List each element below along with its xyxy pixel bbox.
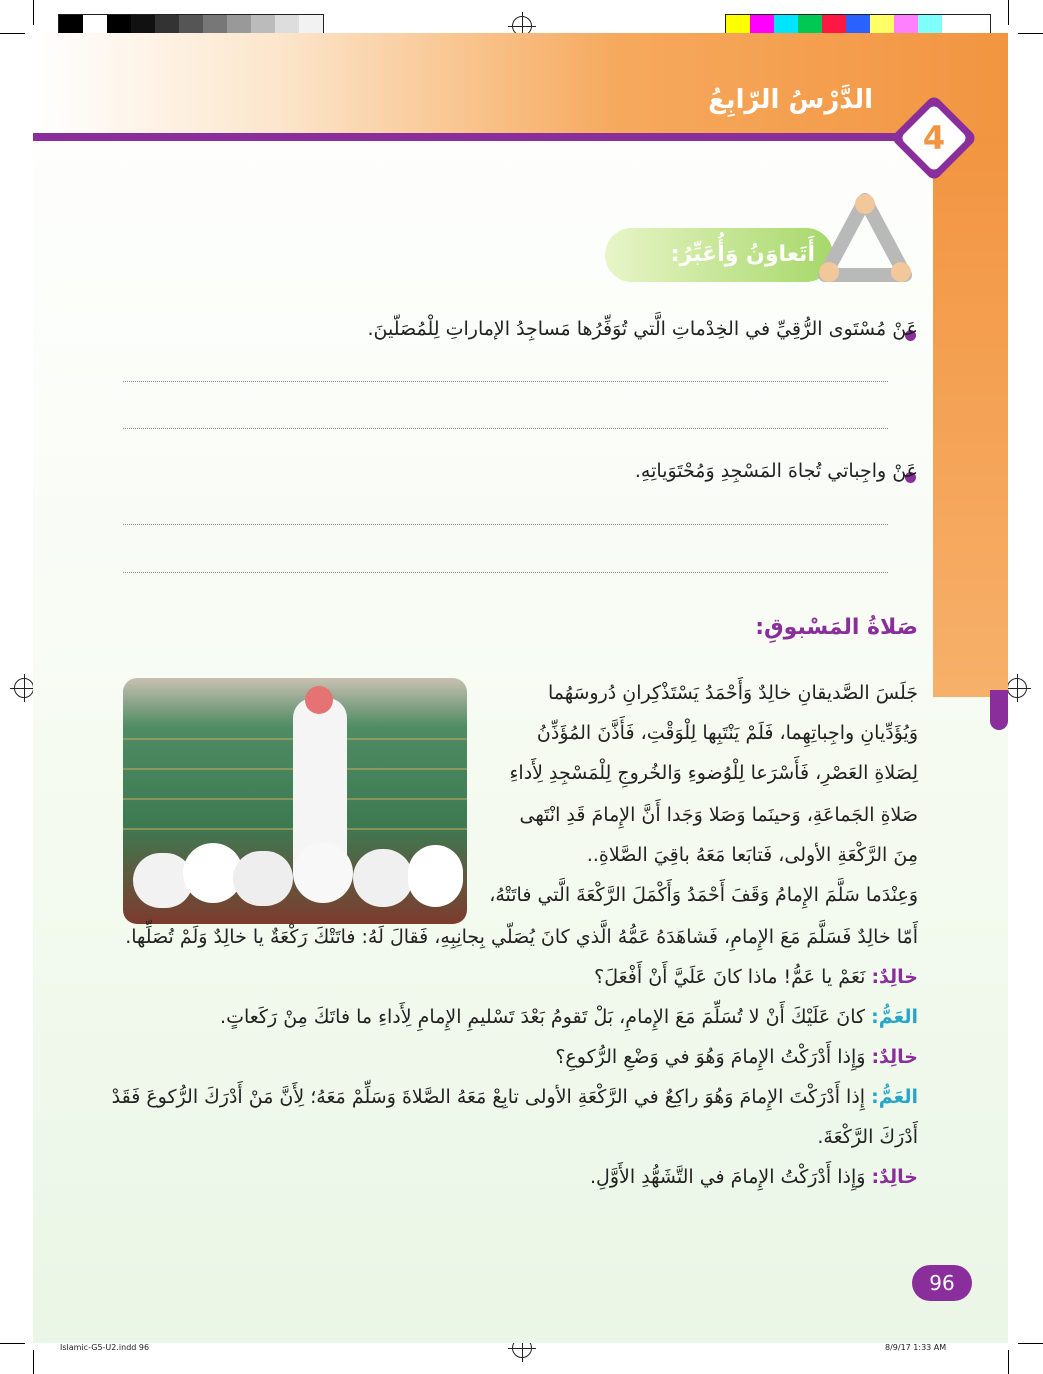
dialogue-text: وَإِذا أَدْرَكْتُ الإِمامَ في التَّشَهُّدِ الأَوَّلِ. [590, 1166, 866, 1188]
crop-mark [33, 1350, 34, 1374]
story-line-6: وَعِنْدَما سَلَّمَ الإِمامُ وَقَفَ أَحْمَدُ وَأَكْمَلَ الرَّكْعَةَ الَّتي فاتَتْهُ، [489, 884, 918, 906]
speaker-uncle: العَمُّ: [871, 1006, 918, 1028]
speaker-khalid: خالِدٌ: [871, 1046, 918, 1068]
dialogue-line-4 [112, 1082, 918, 1112]
story-line-7: أَمّا خالِدٌ فَسَلَّمَ مَعَ الإِمامِ، فَشاهَدَهُ عَمُّهُ الَّذي كانَ يُصَلّي بِجانِبِهِ، فَقالَ لَهُ: فاتَتْكَ رَكْعَةٌ يا خالِدٌ وَلَمْ تُصَلِّها. [125, 926, 918, 948]
dialogue-line-3 [555, 1042, 918, 1072]
dialogue-text: وَإِذا أَدْرَكْتُ الإِمامَ وَهُوَ في وَضْعِ الرُّكوعِ؟ [555, 1046, 866, 1068]
lesson-title: الدَّرْسُ الرّابِعُ [708, 85, 873, 115]
crop-mark [1018, 33, 1043, 34]
answer-line[interactable] [123, 524, 888, 525]
story-line-2: وَيُؤَدِّيانِ واجِباتِهِما، فَلَمْ يَنْتَبِها لِلْوَقْتِ، فَأَذَّنَ المُؤَذِّنُ [536, 722, 918, 744]
speaker-khalid: خالِدٌ: [871, 1166, 918, 1188]
answer-line[interactable] [123, 428, 888, 429]
dialogue-line-1 [594, 962, 918, 992]
lesson-number: 4 [922, 119, 946, 157]
answer-line[interactable] [123, 381, 888, 382]
dialogue-line-4-continuation: أَدْرَكَ الرَّكْعَةَ. [817, 1126, 918, 1148]
crop-mark [0, 33, 25, 34]
story-line-1: جَلَسَ الصَّديقانِ خالِدٌ وَأَحْمَدُ يَسْتَذْكِرانِ دُروسَهُما [547, 682, 918, 704]
registration-mark-left [14, 678, 34, 698]
speaker-khalid: خالِدٌ: [871, 966, 918, 988]
mosque-prayer-photo [123, 678, 467, 924]
header-divider [33, 133, 903, 141]
dialogue-text: نَعَمْ يا عَمُّ! ماذا كانَ عَلَيَّ أَنْ أَفْعَلَ؟ [594, 966, 866, 988]
story-line-4: صَلاةِ الجَماعَةِ، وَحينَما وَصَلا وَجَدا أَنَّ الإِمامَ قَدِ انْتَهى [519, 804, 918, 826]
dialogue-text: إِذا أَدْرَكْتَ الإِمامَ وَهُوَ راكِعٌ في الرَّكْعَةِ الأولى تابِعْ مَعَهُ الصَّلاةَ وَسَلِّمْ مَعَهُ؛ لِأَنَّ مَنْ أَدْرَكَ الرُّكوعَ فَقَدْ [111, 1086, 866, 1108]
cooperation-hands-icon [815, 190, 915, 290]
side-bar-tip [990, 690, 1008, 730]
dialogue-text: كانَ عَلَيْكَ أَنْ لا تُسَلِّمَ مَعَ الإِمامِ، بَلْ تَقومُ بَعْدَ تَسْليمِ الإِمامِ لِأَداءِ ما فاتَكَ مِنْ رَكَعاتٍ. [220, 1006, 866, 1028]
registration-mark-right [1007, 678, 1027, 698]
bullet-text-2: عَنْ واجِباتي تُجاهَ المَسْجِدِ وَمُحْتَوَياتِهِ. [634, 460, 918, 482]
crop-mark [1018, 1343, 1043, 1344]
dialogue-line-5 [590, 1162, 918, 1192]
bowing-figures [133, 843, 463, 913]
crop-mark [0, 1343, 25, 1344]
story-line-3: لِصَلاةِ العَصْرِ، فَأَسْرَعا لِلْوُضوءِ وَالخُروجِ لِلْمَسْجِدِ لِأَداءِ [509, 762, 918, 784]
activity-title: أَتَعاوَنُ وَأُعَبِّرُ: [670, 242, 815, 267]
child-head [305, 686, 333, 714]
page-number: 96 [912, 1265, 972, 1301]
story-line-5: مِنَ الرَّكْعَةِ الأولى، فَتابَعا مَعَهُ باقِيَ الصَّلاةِ.. [586, 844, 918, 866]
crop-mark [1008, 0, 1009, 25]
side-bar [933, 137, 1008, 697]
crop-mark [1008, 1350, 1009, 1374]
crop-mark [33, 0, 34, 25]
dialogue-line-2 [220, 1002, 918, 1032]
file-slug: Islamic-G5-U2.indd 96 [60, 1343, 150, 1352]
bullet-text-1: عَنْ مُسْتَوى الرُّقِيِّ في الخِدْماتِ الَّتي تُوَفِّرُها مَساجِدُ الإماراتِ لِلْمُصَلّينَ. [367, 318, 918, 340]
section-title: صَلاةُ المَسْبوقِ: [755, 615, 918, 640]
answer-line[interactable] [123, 572, 888, 573]
speaker-uncle: العَمُّ: [871, 1086, 918, 1108]
date-slug: 8/9/17 1:33 AM [885, 1343, 947, 1352]
